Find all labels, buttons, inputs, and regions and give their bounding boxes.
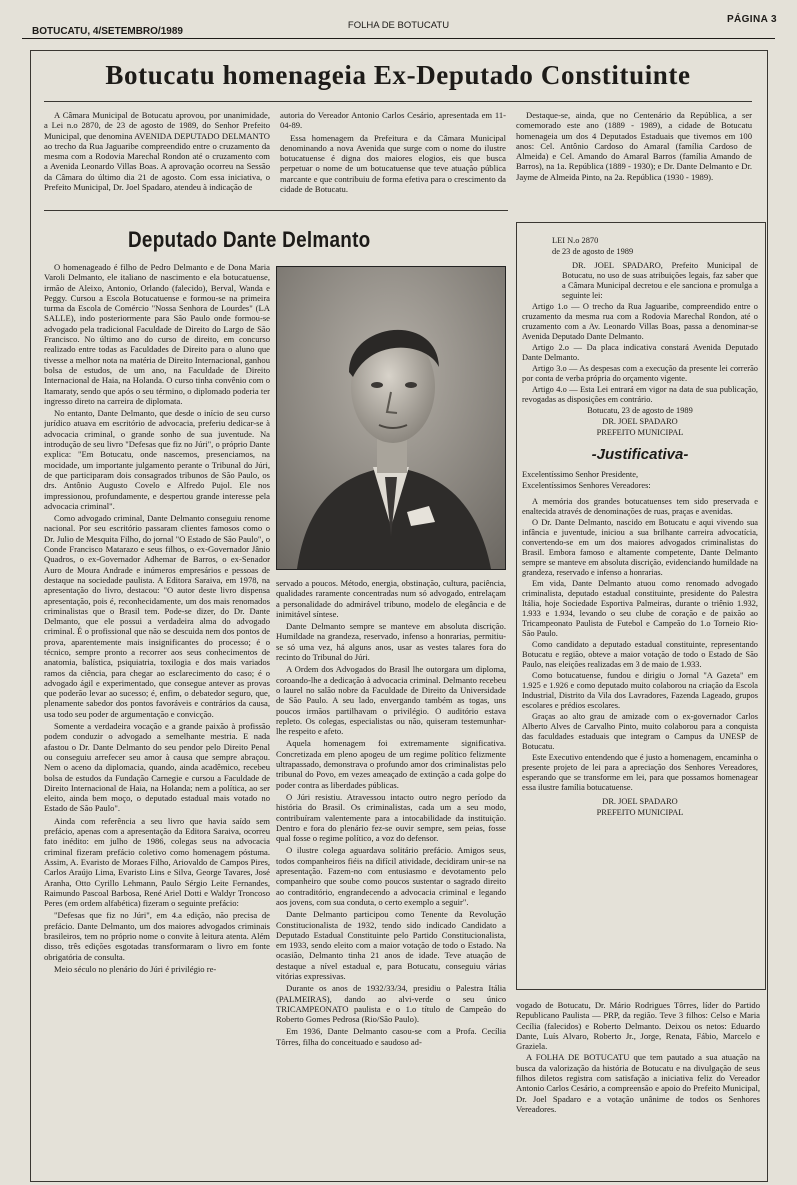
masthead-date: BOTUCATU, 4/SETEMBRO/1989 — [32, 26, 183, 37]
bio-paragraph: Como advogado criminal, Dante Delmanto conseguiu renome nacional. Por seu escritório passaram clientes famosos como o Dr. Julio de Mesquita Filho, do jornal "O Estado de São Paulo", o Conde Francisco Matarazo e seus filhos, o ex-Governador Jânio Quadros, o ex-Governador Adhemar de Barros, o ex-Senador Auro de Moura Andrade e inúmeros empresários e pessoas de destaque na sociedade paulista. A Editora Saraiva, em 1978, na apresentação do livro, destacou: "O autor deste livro dispensa apresentação, pois é, reconhecidamente, um dos mais renomados criminalistas que o Brasil tem. Pode-se dizer, do Dr. Dante Delmanto, que ele possui a verdadeira alma do advogado criminal. É o profissional que não se descuida nem dos pontos de prova, aparentemente mais insignificantes do processo; é o técnico, sempre pronto a recorrer aos seus conhecimentos de anatomia, balística, psiquiatria, toxilogia e dos mais variados ramos da ciência, para chegar ao esclarecimento do caso; é o advogado ágil e experimentado, que consegue antever as provas que poderão levar ao sucesso; é, enfim, o debatedor seguro, que, plenamente sabedor dos pontos favoráveis e contrários da causa, usa todo seu poder de argumentação e convicção. — [44, 513, 270, 719]
headline-rule-top — [44, 101, 752, 102]
law-number: LEI N.o 2870 — [552, 236, 599, 245]
justificativa-greeting: Excelentíssimo Senhor Presidente, — [522, 470, 639, 479]
portrait-image — [277, 267, 505, 569]
law-article-4: Artigo 4.o — Esta Lei entrará em vigor na data de sua publicação, revogadas as disposições em contrário. — [522, 385, 758, 404]
headline: Botucatu homenageia Ex-Deputado Constituinte — [105, 60, 691, 90]
bio-paragraph: Dante Delmanto participou como Tenente da Revolução Constitucionalista de 1932, tendo sido indicado Candidato a Deputado Estadual Constituinte pelo Partido Constitucionalista, em 1933, sendo eleito com a maior votação de todo o Estado. Na ocasião, Delmanto tinha 21 anos de idade. Teve atuação de destaque a nível estadual e, para Botucatu, conseguiu várias vitórias expressivas. — [276, 909, 506, 981]
bio-paragraph: Somente a verdadeira vocação e a grande paixão à profissão podem conduzir o advogado a semelhante mestria. E nada afastou o Dr. Dante Delmanto do seu pendor pelo Direito Penal ou conseguiu arrefecer seu amor à causa que sempre abraçou. Nem o aceno da diplomacia, quando, ainda acadêmico, recebeu bolsa de estudos da Fundação Carnegie e cursou a Faculdade de Direito Internacional de Haia, na Holanda; nem a política, ao ser eleito, ainda bem moço, o deputado estadual mais votado no Estado de São Paulo". — [44, 721, 270, 814]
bio-paragraph: Dante Delmanto sempre se manteve em absoluta discrição. Humildade na grandeza, reservado, infenso a honrarias, permitiu-se só uma vez, há alguns anos, usar as vestes talares fora do recinto do Tribunal do Júri. — [276, 621, 506, 663]
bio-paragraph: No entanto, Dante Delmanto, que desde o início de seu curso jurídico atuava em escritório de advocacia, preferiu dedicar-se à advocacia criminal, o grande sonho de sua juventude. Na introdução de seu livro "Defesas que fiz no Júri", o próprio Dante explica: "Em Botucatu, onde nascemos, presenciamos, na mocidade, um importante julgamento perante o Tribunal do Júri, de que participaram dois consagrados tribunos de São Paulo, os drs. Antônio Augusto Covelo e Alfredo Pujol. Ele nos impressionou, profundamente, e despertou grande interesse pela advocacia criminal". — [44, 408, 270, 511]
law-article-1: Artigo 1.o — O trecho da Rua Jaguaribe, compreendido entre o cruzamento da mesma rua com a Rodovia Marechal Rondon, até o cruzamento com a Av. Leonardo Villas Boas, passa a denominar-se Avenida Deputado Dante Delmanto. — [522, 302, 758, 341]
bio-paragraph: "Defesas que fiz no Júri", em 4.a edição, não precisa de prefácio. Dante Delmanto, um dos maiores advogados criminais brasileiros, tem no próprio nome o convite à leitura atenta. Além disso, três edições esgotadas transformaram o livro em fonte obrigatória de consulta. — [44, 910, 270, 962]
justificativa-paragraph: Como botucatuense, fundou e dirigiu o Jornal "A Gazeta" em 1.925 e 1.926 e como deputado muito colaborou na criação da Escola Industrial, Distrito da Vila dos Lavradores, Fazenda Lageado, grupos escolares e prédios escolares. — [522, 671, 758, 710]
justificativa-greeting: Excelentíssimos Senhores Vereadores: — [522, 481, 651, 490]
bio-paragraph: Ainda com referência a seu livro que havia saído sem prefácio, apenas com a apresentação da Editora Saraiva, ocorreu fato inédito: em julho de 1986, colegas seus na advocacia criminal fizeram prefácio coletivo como homenagem póstuma. Assim, A. Evaristo de Moraes Filho, Ariovaldo de Campos Pires, Carlos Araújo Lima, Evaristo Lins e Silva, George Tavares, José Aranha, Otto Cyrillo Lehmann, Paulo Sérgio Leite Fernandes, Raimundo Pascoal Barbosa, René Ariel Dotti e Waldyr Troncoso Peres (em ordem alfabética) fizeram o seguinte prefácio: — [44, 815, 270, 909]
justificativa-signer-title: PREFEITO MUNICIPAL — [596, 808, 684, 817]
bio-column-1 — [44, 262, 270, 1180]
justificativa-title: -Justificativa- — [591, 446, 689, 463]
law-text — [522, 236, 758, 819]
masthead-page-number: PÁGINA 3 — [726, 14, 777, 25]
law-preamble: DR. JOEL SPADARO, Prefeito Municipal de Botucatu, no uso de suas atribuições legais, faz saber que a Câmara Municipal decretou e ele sanciona e promulga a seguinte lei: — [562, 261, 758, 300]
intro-column-2 — [280, 110, 506, 196]
law-signer-title: PREFEITO MUNICIPAL — [596, 428, 684, 437]
portrait-photo — [276, 266, 506, 570]
justificativa-paragraph: Graças ao alto grau de amizade com o ex-governador Carlos Alberto Alves de Carvalho Pinto, muito colaborou para a conquista das faculdades estaduais que integram o Campus da UNESP de Botucatu. — [522, 712, 758, 751]
intro-column-3 — [516, 110, 752, 184]
intro-rule — [44, 210, 508, 211]
justificativa-paragraph: Como candidato a deputado estadual constituinte, representando Botucatu e região, obteve a maior votação de todo o Estado de São Paulo, nas eleições realizadas em 3 de maio de 1.933. — [522, 640, 758, 669]
justificativa-paragraph: Este Executivo entendendo que é justo a homenagem, encaminha o presente projeto de lei para a apreciação dos Senhores Vereadores, esperando que se transforme em lei, para que possamos homenagear essa ilustre família botucatuense. — [522, 753, 758, 792]
intro-paragraph: Destaque-se, ainda, que no Centenário da República, a ser comemorado este ano (1889 - 1989), a cidade de Botucatu homenageia um dos 4 Deputados Estaduais que tivemos em 100 anos: Cel. Antônio Cardoso do Amaral (família Cardoso de Almeida) e Cel. Amando do Amaral Barros (família Amando de Barros), na 1a. República (1889 - 1930); e Dr. Dante Delmanto e Dr. Jayme de Almeida Pinto, na 2a. República (1930 - 1989). — [516, 110, 752, 182]
intro-paragraph: Essa homenagem da Prefeitura e da Câmara Municipal denominando a nova Avenida que surge com o nome do ilustre botucatuense é digna dos maiores elogios, eis que busca perpetuar o nome de um botucatuense que teve atuação pública marcante e que contribuiu de forma efetiva para o crescimento da cidade de Botucatu. — [280, 132, 506, 195]
closing-paragraph: A FOLHA DE BOTUCATU que tem pautado a sua atuação na busca da valorização da história de Botucatu e na divulgação de seus filhos diletos registra com satisfação a iniciativa feliz do Vereador Antonio Carlos Cesário, a compreensão e apoio do Prefeito Municipal, Dr. Joel Spadaro e a votação unânime de todos os Senhores Vereadores. — [516, 1052, 760, 1114]
closing-paragraph: vogado de Botucatu, Dr. Mário Rodrigues Tôrres, líder do Partido Republicano Paulista — PRP, da região. Teve 3 filhos: Celso e Maria Cecília (falecidos) e Roberto Delmanto. Deixou os netos: Eduardo Dante, Luís Alvaro, Roberto Jr., Jorge, Renata, Fábio, Marcelo e Graziela. — [516, 1000, 760, 1052]
law-place-date: Botucatu, 23 de agosto de 1989 — [587, 406, 693, 415]
bio-paragraph: A Ordem dos Advogados do Brasil lhe outorgara um diploma, coroando-lhe a dedicação à advocacia criminal. Delmanto recebeu o laurel no salão nobre da Faculdade de Direito da Universidade de São Paulo. A seu lado, envergando também as togas, uns poucos irmãos partilhavam o privilégio. O auditório estava repleto. Os colegas, especialistas ou não, quiseram testemunhar-lhe respeito e afeto. — [276, 664, 506, 737]
intro-paragraph: autoria do Vereador Antonio Carlos Cesário, apresentada em 11-04-89. — [280, 110, 506, 131]
justificativa-paragraph: Em vida, Dante Delmanto atuou como renomado advogado criminalista, deputado estadual constituinte, presidente do Palestra Itália, hoje Sociedade Esportiva Palmeiras, durante o triênio 1.932, 1.933 e 1.934, levando o seu clube de coração e de paixão ao Tricampeonato Paulista de Futebol e Campeão do 1.o Torneio Rio-São Paulo. — [522, 579, 758, 638]
bio-paragraph: Em 1936, Dante Delmanto casou-se com a Profa. Cecília Tôrres, filha do conceituado e saudoso ad- — [276, 1026, 506, 1047]
bio-paragraph: Aquela homenagem foi extremamente significativa. Concretizada em pleno apogeu de um regime político felizmente ultrapassado, demonstrava o profundo amor dos criminalistas pelo tribunal do Povo, em vezes ameaçado de extinção a cada golpe do poder contra as liberdades públicas. — [276, 738, 506, 790]
justificativa-signer: DR. JOEL SPADARO — [602, 797, 678, 806]
masthead — [22, 12, 775, 36]
bio-paragraph: O Júri resistiu. Atravessou intacto outro negro período da história do Brasil. Os criminalistas, cada um a seu modo, contribuíram valentemente para a intocabilidade da instituição. Dentro e fora do plenário fez-se ouvir sempre, sem peias, fosse qual fosse o regime político, a voz do defensor. — [276, 791, 506, 844]
justificativa-paragraph: O Dr. Dante Delmanto, nascido em Botucatu e aqui vivendo sua infância e juventude, iniciou a sua brilhante carreira advocatícia, convertendo-se em um dos maiores advogados criminalistas do Brasil. Embora famoso e altamente competente, Dante Delmanto sempre se manteve em absoluta discrição, evidenciando humildade na grandeza, reservado e infenso a honrarias. — [522, 518, 758, 577]
law-signer: DR. JOEL SPADARO — [602, 417, 678, 426]
bio-paragraph: servado a poucos. Método, energia, obstinação, cultura, paciência, qualidades raramente concentradas num só advogado, entrelaçam a personalidade do admirável tribuno, modelo de elegância e de inimitável síntese. — [276, 578, 506, 619]
bio-column-2 — [276, 578, 506, 1180]
law-article-2: Artigo 2.o — Da placa indicativa constará Avenida Deputado Dante Delmanto. — [522, 343, 758, 362]
subheadline: Deputado Dante Delmanto — [128, 227, 371, 252]
intro-paragraph: A Câmara Municipal de Botucatu aprovou, por unanimidade, a Lei n.o 2870, de 23 de agosto de 1989, do Senhor Prefeito Municipal, que denomina AVENIDA DEPUTADO DELMANTO ao trecho da Rua Jaguaribe compreendido entre o cruzamento da mesma com a Rodovia Marechal Rondon até o cruzamento com a Avenida Leonardo Villas Boas. A aprovação ocorreu na Sessão da Câmara do último dia 21 de agosto. Com essa iniciativa, o Prefeito Municipal, Dr. Joel Spadaro, atendeu à indicação de — [44, 110, 270, 193]
bio-paragraph: Meio século no plenário do Júri é privilégio re- — [54, 963, 217, 974]
intro-column-1 — [44, 110, 270, 194]
bio-paragraph: Durante os anos de 1932/33/34, presidiu o Palestra Itália (PALMEIRAS), dando ao alvi-verde o seu único TRICAMPEONATO paulista e o 1.o título de Campeão do Roberto Gomes Pedrosa (Rio/São Paulo). — [276, 983, 506, 1025]
justificativa-paragraph: A memória dos grandes botucatuenses tem sido preservada e enaltecida através de denominações de ruas, praças e avenidas. — [522, 497, 758, 516]
masthead-paper-name: FOLHA DE BOTUCATU — [347, 20, 450, 31]
law-article-3: Artigo 3.o — As despesas com a execução da presente lei correrão por conta de verba própria do orçamento vigente. — [522, 364, 758, 383]
law-date: de 23 de agosto de 1989 — [552, 247, 634, 256]
bio-paragraph: O ilustre colega aguardava solitário prefácio. Amigos seus, todos companheiros fiéis na difícil atividade, decidiram unir-se na apresentação. Fazem-no com entusiasmo e devotamento pelo companheiro que soube como poucos sustentar o sagrado direito ao contraditório, engrandecendo a advocacia criminal e legando aos jovens, com sua conduta, o certo exemplo a seguir". — [276, 845, 506, 907]
masthead-rule — [22, 38, 775, 39]
closing-column — [516, 1000, 760, 1115]
bio-paragraph: O homenageado é filho de Pedro Delmanto e de Dona Maria Varoli Delmanto, ele italiano de nascimento e ela botucatuense, irmão de Aleixo, Antonio, Orlando (falecido), Berval, Wanda e Peggy. Cursou a Escola Botucatuense e formou-se na primeira turma da Escola de Comércio "Nossa Senhora de Lourdes" (LA SALLE), indo posteriormente para São Paulo onde formou-se advogado pela tradicional Faculdade de Direito do Largo de São Francisco. No último ano do curso de direito, em concurso realizado entre todas as Faculdades de Direito para o aluno que tivesse a melhor nota na matéria de Direito Internacional, ganhou bolsa de estudos, de um ano, na Faculdade de Direito Internacional de Haia, na Holanda. O curso tinha convênio com o Itamaraty, sendo que após o seu término, o diplomado poderia ter ingresso direto na carreira de diplomata. — [44, 262, 270, 406]
